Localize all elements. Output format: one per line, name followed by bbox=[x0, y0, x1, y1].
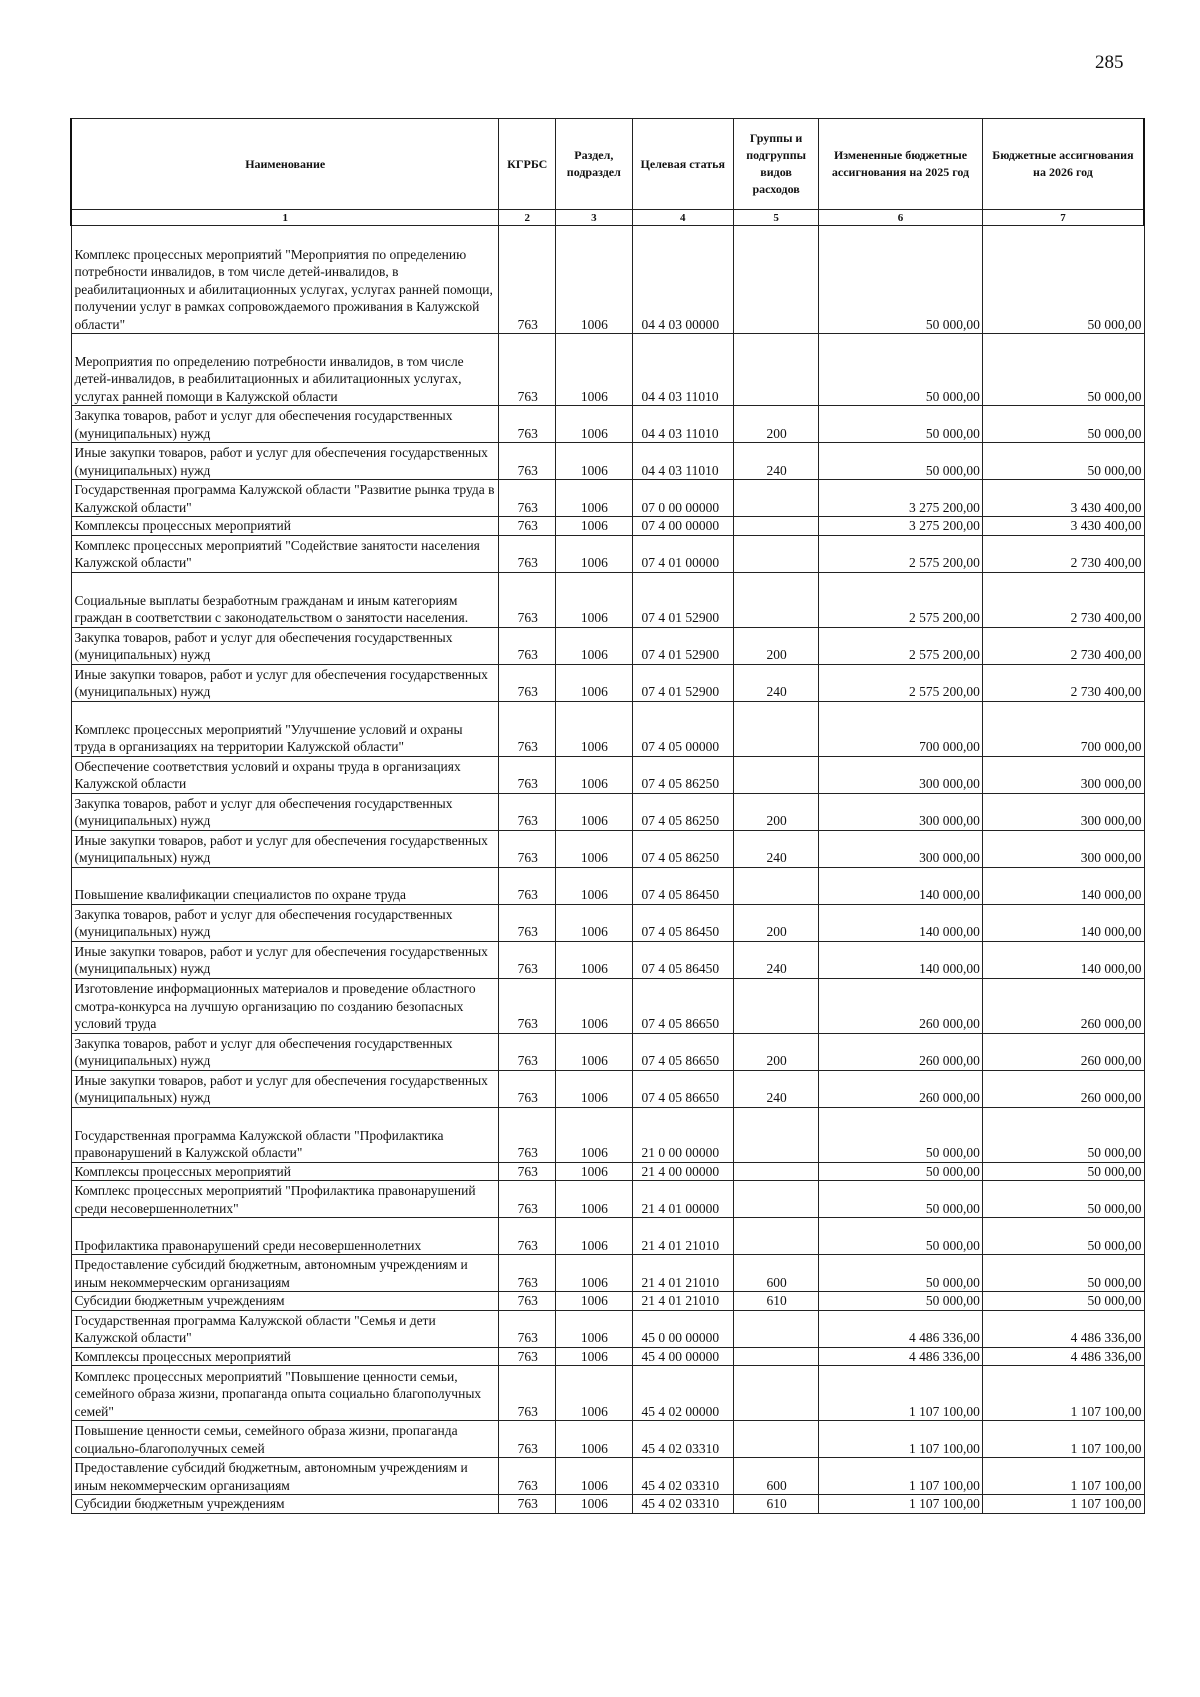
table-cell-section: 1006 bbox=[556, 1458, 632, 1495]
table-cell-amount-2025: 50 000,00 bbox=[819, 1218, 983, 1255]
table-row bbox=[71, 1458, 1144, 1495]
header-kgrbs: КГРБС bbox=[499, 119, 556, 210]
table-row bbox=[71, 443, 1144, 480]
table-cell-amount-2026: 140 000,00 bbox=[982, 941, 1144, 978]
column-number: 1 bbox=[71, 210, 499, 226]
table-cell-target-article: 07 4 05 86650 bbox=[632, 1070, 734, 1107]
table-cell-target-article: 07 4 05 86250 bbox=[632, 793, 734, 830]
table-cell-section: 1006 bbox=[556, 1070, 632, 1107]
table-cell-expense-group: 200 bbox=[734, 406, 819, 443]
table-cell-amount-2026: 3 430 400,00 bbox=[982, 480, 1144, 517]
table-cell-amount-2025: 3 275 200,00 bbox=[819, 517, 983, 536]
table-cell-section: 1006 bbox=[556, 701, 632, 756]
table-cell-kgrbs: 763 bbox=[499, 1347, 556, 1366]
table-cell-target-article: 21 4 01 21010 bbox=[632, 1218, 734, 1255]
table-cell-name: Комплексы процессных мероприятий bbox=[71, 517, 499, 536]
table-row bbox=[71, 1107, 1144, 1162]
table-cell-target-article: 45 4 02 03310 bbox=[632, 1421, 734, 1458]
table-cell-expense-group bbox=[734, 1421, 819, 1458]
table-body bbox=[71, 226, 1144, 1514]
table-cell-amount-2026: 50 000,00 bbox=[982, 1162, 1144, 1181]
table-cell-kgrbs: 763 bbox=[499, 535, 556, 572]
table-cell-amount-2025: 260 000,00 bbox=[819, 1033, 983, 1070]
table-cell-amount-2025: 50 000,00 bbox=[819, 1162, 983, 1181]
table-cell-name: Мероприятия по определению потребности инвалидов, в том числе детей-инвалидов, в реабилитационных и абилитационных услугах, услугах ранней помощи в Калужской области bbox=[71, 334, 499, 406]
table-cell-amount-2026: 3 430 400,00 bbox=[982, 517, 1144, 536]
table-cell-name: Предоставление субсидий бюджетным, автономным учреждениям и иным некоммерческим организациям bbox=[71, 1255, 499, 1292]
table-cell-section: 1006 bbox=[556, 1255, 632, 1292]
table-cell-expense-group: 240 bbox=[734, 941, 819, 978]
table-cell-amount-2026: 50 000,00 bbox=[982, 406, 1144, 443]
table-cell-expense-group bbox=[734, 1218, 819, 1255]
table-cell-amount-2025: 1 107 100,00 bbox=[819, 1495, 983, 1514]
table-cell-expense-group: 200 bbox=[734, 904, 819, 941]
table-row bbox=[71, 1292, 1144, 1311]
table-cell-amount-2025: 50 000,00 bbox=[819, 1107, 983, 1162]
table-row bbox=[71, 226, 1144, 334]
table-cell-expense-group bbox=[734, 1162, 819, 1181]
table-row bbox=[71, 1495, 1144, 1514]
table-row bbox=[71, 517, 1144, 536]
table-cell-amount-2026: 260 000,00 bbox=[982, 1033, 1144, 1070]
table-row bbox=[71, 867, 1144, 904]
table-cell-section: 1006 bbox=[556, 793, 632, 830]
table-cell-amount-2025: 300 000,00 bbox=[819, 830, 983, 867]
table-row bbox=[71, 572, 1144, 627]
table-row bbox=[71, 1162, 1144, 1181]
table-cell-name: Изготовление информационных материалов и проведение областного смотра-конкурса на лучшую организацию по созданию безопасных условий труда bbox=[71, 978, 499, 1033]
column-number: 7 bbox=[982, 210, 1144, 226]
table-cell-section: 1006 bbox=[556, 1347, 632, 1366]
table-header-row bbox=[71, 119, 1144, 210]
table-cell-section: 1006 bbox=[556, 535, 632, 572]
table-cell-amount-2025: 4 486 336,00 bbox=[819, 1347, 983, 1366]
table-cell-target-article: 45 4 02 03310 bbox=[632, 1495, 734, 1514]
table-cell-name: Государственная программа Калужской области "Профилактика правонарушений в Калужской области" bbox=[71, 1107, 499, 1162]
table-row bbox=[71, 480, 1144, 517]
table-row bbox=[71, 334, 1144, 406]
table-cell-section: 1006 bbox=[556, 664, 632, 701]
table-cell-amount-2026: 50 000,00 bbox=[982, 1107, 1144, 1162]
table-cell-name: Иные закупки товаров, работ и услуг для обеспечения государственных (муниципальных) нужд bbox=[71, 443, 499, 480]
table-cell-name: Субсидии бюджетным учреждениям bbox=[71, 1495, 499, 1514]
table-cell-expense-group: 200 bbox=[734, 793, 819, 830]
table-cell-target-article: 07 4 05 86450 bbox=[632, 941, 734, 978]
table-cell-amount-2025: 2 575 200,00 bbox=[819, 535, 983, 572]
table-row bbox=[71, 701, 1144, 756]
table-cell-kgrbs: 763 bbox=[499, 1292, 556, 1311]
table-cell-section: 1006 bbox=[556, 1181, 632, 1218]
table-cell-kgrbs: 763 bbox=[499, 1162, 556, 1181]
table-cell-amount-2025: 50 000,00 bbox=[819, 443, 983, 480]
table-row bbox=[71, 1070, 1144, 1107]
header-2026: Бюджетные ассигнования на 2026 год bbox=[982, 119, 1144, 210]
table-cell-name: Иные закупки товаров, работ и услуг для обеспечения государственных (муниципальных) нужд bbox=[71, 941, 499, 978]
table-cell-name: Иные закупки товаров, работ и услуг для обеспечения государственных (муниципальных) нужд bbox=[71, 1070, 499, 1107]
table-cell-name: Закупка товаров, работ и услуг для обеспечения государственных (муниципальных) нужд bbox=[71, 793, 499, 830]
table-cell-expense-group bbox=[734, 978, 819, 1033]
table-cell-target-article: 04 4 03 11010 bbox=[632, 443, 734, 480]
table-cell-kgrbs: 763 bbox=[499, 793, 556, 830]
table-cell-kgrbs: 763 bbox=[499, 406, 556, 443]
table-row bbox=[71, 627, 1144, 664]
table-cell-section: 1006 bbox=[556, 1366, 632, 1421]
table-cell-kgrbs: 763 bbox=[499, 1310, 556, 1347]
budget-table bbox=[70, 118, 1145, 1514]
table-cell-kgrbs: 763 bbox=[499, 1255, 556, 1292]
table-cell-name: Закупка товаров, работ и услуг для обеспечения государственных (муниципальных) нужд bbox=[71, 1033, 499, 1070]
table-cell-amount-2025: 2 575 200,00 bbox=[819, 664, 983, 701]
table-cell-amount-2026: 50 000,00 bbox=[982, 1181, 1144, 1218]
table-cell-section: 1006 bbox=[556, 406, 632, 443]
table-cell-kgrbs: 763 bbox=[499, 978, 556, 1033]
table-cell-amount-2025: 140 000,00 bbox=[819, 904, 983, 941]
table-cell-amount-2025: 2 575 200,00 bbox=[819, 627, 983, 664]
table-cell-expense-group: 240 bbox=[734, 830, 819, 867]
table-cell-amount-2026: 1 107 100,00 bbox=[982, 1458, 1144, 1495]
table-cell-section: 1006 bbox=[556, 572, 632, 627]
table-cell-kgrbs: 763 bbox=[499, 627, 556, 664]
table-cell-amount-2026: 1 107 100,00 bbox=[982, 1366, 1144, 1421]
table-cell-target-article: 45 4 02 03310 bbox=[632, 1458, 734, 1495]
table-cell-name: Комплекс процессных мероприятий "Профилактика правонарушений среди несовершеннолетних" bbox=[71, 1181, 499, 1218]
table-cell-amount-2026: 2 730 400,00 bbox=[982, 627, 1144, 664]
table-cell-section: 1006 bbox=[556, 226, 632, 334]
table-cell-expense-group bbox=[734, 1366, 819, 1421]
table-cell-name: Комплекс процессных мероприятий "Улучшение условий и охраны труда в организациях на территории Калужской области" bbox=[71, 701, 499, 756]
table-cell-expense-group: 240 bbox=[734, 443, 819, 480]
table-cell-kgrbs: 763 bbox=[499, 867, 556, 904]
table-cell-expense-group bbox=[734, 1107, 819, 1162]
table-cell-amount-2026: 50 000,00 bbox=[982, 1218, 1144, 1255]
table-cell-kgrbs: 763 bbox=[499, 1495, 556, 1514]
table-cell-name: Комплексы процессных мероприятий bbox=[71, 1162, 499, 1181]
table-cell-expense-group bbox=[734, 517, 819, 536]
table-cell-expense-group: 600 bbox=[734, 1255, 819, 1292]
table-cell-amount-2025: 700 000,00 bbox=[819, 701, 983, 756]
table-cell-expense-group bbox=[734, 1181, 819, 1218]
table-cell-kgrbs: 763 bbox=[499, 756, 556, 793]
header-target: Целевая статья bbox=[632, 119, 734, 210]
table-cell-target-article: 04 4 03 11010 bbox=[632, 406, 734, 443]
table-cell-name: Комплексы процессных мероприятий bbox=[71, 1347, 499, 1366]
table-cell-target-article: 45 4 00 00000 bbox=[632, 1347, 734, 1366]
table-row bbox=[71, 406, 1144, 443]
table-cell-amount-2026: 50 000,00 bbox=[982, 1292, 1144, 1311]
table-cell-section: 1006 bbox=[556, 1292, 632, 1311]
table-cell-amount-2026: 260 000,00 bbox=[982, 978, 1144, 1033]
table-cell-section: 1006 bbox=[556, 627, 632, 664]
table-cell-section: 1006 bbox=[556, 517, 632, 536]
table-cell-amount-2026: 4 486 336,00 bbox=[982, 1347, 1144, 1366]
table-row bbox=[71, 664, 1144, 701]
table-cell-kgrbs: 763 bbox=[499, 1181, 556, 1218]
table-cell-amount-2025: 50 000,00 bbox=[819, 226, 983, 334]
table-cell-name: Обеспечение соответствия условий и охраны труда в организациях Калужской области bbox=[71, 756, 499, 793]
table-cell-amount-2025: 3 275 200,00 bbox=[819, 480, 983, 517]
table-cell-amount-2025: 1 107 100,00 bbox=[819, 1458, 983, 1495]
table-cell-target-article: 07 4 01 00000 bbox=[632, 535, 734, 572]
table-cell-amount-2025: 50 000,00 bbox=[819, 1181, 983, 1218]
table-row bbox=[71, 941, 1144, 978]
table-cell-kgrbs: 763 bbox=[499, 572, 556, 627]
table-cell-target-article: 07 4 05 86450 bbox=[632, 904, 734, 941]
table-cell-target-article: 21 0 00 00000 bbox=[632, 1107, 734, 1162]
table-cell-target-article: 04 4 03 00000 bbox=[632, 226, 734, 334]
table-cell-expense-group bbox=[734, 480, 819, 517]
table-cell-amount-2025: 1 107 100,00 bbox=[819, 1366, 983, 1421]
table-row bbox=[71, 756, 1144, 793]
table-cell-target-article: 07 4 01 52900 bbox=[632, 627, 734, 664]
table-cell-amount-2025: 140 000,00 bbox=[819, 867, 983, 904]
header-section: Раздел, подраздел bbox=[556, 119, 632, 210]
table-cell-expense-group bbox=[734, 226, 819, 334]
table-cell-amount-2026: 2 730 400,00 bbox=[982, 664, 1144, 701]
table-cell-kgrbs: 763 bbox=[499, 1421, 556, 1458]
table-cell-name: Комплекс процессных мероприятий "Содействие занятости населения Калужской области" bbox=[71, 535, 499, 572]
table-cell-amount-2026: 700 000,00 bbox=[982, 701, 1144, 756]
table-row bbox=[71, 1366, 1144, 1421]
column-number: 2 bbox=[499, 210, 556, 226]
table-cell-kgrbs: 763 bbox=[499, 480, 556, 517]
table-cell-name: Закупка товаров, работ и услуг для обеспечения государственных (муниципальных) нужд bbox=[71, 904, 499, 941]
table-cell-target-article: 07 4 00 00000 bbox=[632, 517, 734, 536]
table-cell-section: 1006 bbox=[556, 1495, 632, 1514]
header-2025: Измененные бюджетные ассигнования на 2025 год bbox=[819, 119, 983, 210]
table-cell-kgrbs: 763 bbox=[499, 1218, 556, 1255]
table-cell-kgrbs: 763 bbox=[499, 1107, 556, 1162]
table-cell-expense-group: 600 bbox=[734, 1458, 819, 1495]
table-cell-section: 1006 bbox=[556, 941, 632, 978]
table-cell-target-article: 07 4 05 86450 bbox=[632, 867, 734, 904]
table-cell-section: 1006 bbox=[556, 1218, 632, 1255]
table-row bbox=[71, 904, 1144, 941]
table-cell-name: Повышение квалификации специалистов по охране труда bbox=[71, 867, 499, 904]
table-cell-section: 1006 bbox=[556, 904, 632, 941]
table-cell-target-article: 21 4 01 21010 bbox=[632, 1255, 734, 1292]
table-cell-amount-2026: 2 730 400,00 bbox=[982, 572, 1144, 627]
table-cell-amount-2026: 140 000,00 bbox=[982, 904, 1144, 941]
table-cell-target-article: 45 0 00 00000 bbox=[632, 1310, 734, 1347]
table-cell-expense-group bbox=[734, 1310, 819, 1347]
table-cell-expense-group bbox=[734, 756, 819, 793]
table-cell-name: Профилактика правонарушений среди несовершеннолетних bbox=[71, 1218, 499, 1255]
table-cell-amount-2025: 50 000,00 bbox=[819, 334, 983, 406]
table-cell-name: Комплекс процессных мероприятий "Повышение ценности семьи, семейного образа жизни, пропаганда опыта социально благополучных семей" bbox=[71, 1366, 499, 1421]
column-number-row bbox=[71, 210, 1144, 226]
table-cell-expense-group bbox=[734, 535, 819, 572]
table-row bbox=[71, 793, 1144, 830]
page-number: 285 bbox=[1095, 52, 1124, 73]
table-cell-section: 1006 bbox=[556, 1421, 632, 1458]
table-cell-expense-group bbox=[734, 572, 819, 627]
table-cell-amount-2026: 140 000,00 bbox=[982, 867, 1144, 904]
table-cell-amount-2025: 260 000,00 bbox=[819, 978, 983, 1033]
table-cell-amount-2026: 4 486 336,00 bbox=[982, 1310, 1144, 1347]
table-cell-target-article: 07 4 05 86250 bbox=[632, 756, 734, 793]
table-row bbox=[71, 1218, 1144, 1255]
table-cell-section: 1006 bbox=[556, 334, 632, 406]
table-cell-target-article: 45 4 02 00000 bbox=[632, 1366, 734, 1421]
column-number: 3 bbox=[556, 210, 632, 226]
table-cell-amount-2025: 260 000,00 bbox=[819, 1070, 983, 1107]
table-cell-target-article: 07 0 00 00000 bbox=[632, 480, 734, 517]
table-cell-amount-2025: 1 107 100,00 bbox=[819, 1421, 983, 1458]
table-cell-amount-2025: 4 486 336,00 bbox=[819, 1310, 983, 1347]
header-name: Наименование bbox=[71, 119, 499, 210]
table-cell-amount-2026: 1 107 100,00 bbox=[982, 1421, 1144, 1458]
table-cell-name: Иные закупки товаров, работ и услуг для обеспечения государственных (муниципальных) нужд bbox=[71, 830, 499, 867]
table-cell-expense-group bbox=[734, 334, 819, 406]
table-cell-target-article: 07 4 05 00000 bbox=[632, 701, 734, 756]
table-cell-amount-2026: 50 000,00 bbox=[982, 226, 1144, 334]
table-cell-expense-group: 240 bbox=[734, 1070, 819, 1107]
table-cell-target-article: 07 4 01 52900 bbox=[632, 572, 734, 627]
table-cell-expense-group bbox=[734, 701, 819, 756]
table-row bbox=[71, 1347, 1144, 1366]
table-cell-name: Закупка товаров, работ и услуг для обеспечения государственных (муниципальных) нужд bbox=[71, 406, 499, 443]
table-row bbox=[71, 1310, 1144, 1347]
table-cell-section: 1006 bbox=[556, 1107, 632, 1162]
table-cell-name: Иные закупки товаров, работ и услуг для обеспечения государственных (муниципальных) нужд bbox=[71, 664, 499, 701]
table-cell-target-article: 04 4 03 11010 bbox=[632, 334, 734, 406]
table-cell-kgrbs: 763 bbox=[499, 226, 556, 334]
table-cell-amount-2026: 300 000,00 bbox=[982, 830, 1144, 867]
table-cell-section: 1006 bbox=[556, 1033, 632, 1070]
table-cell-amount-2026: 50 000,00 bbox=[982, 334, 1144, 406]
table-row bbox=[71, 978, 1144, 1033]
table-cell-name: Закупка товаров, работ и услуг для обеспечения государственных (муниципальных) нужд bbox=[71, 627, 499, 664]
table-cell-kgrbs: 763 bbox=[499, 904, 556, 941]
table-cell-section: 1006 bbox=[556, 480, 632, 517]
table-cell-section: 1006 bbox=[556, 1162, 632, 1181]
column-number: 4 bbox=[632, 210, 734, 226]
table-cell-section: 1006 bbox=[556, 867, 632, 904]
table-cell-amount-2026: 50 000,00 bbox=[982, 1255, 1144, 1292]
table-cell-name: Предоставление субсидий бюджетным, автономным учреждениям и иным некоммерческим организациям bbox=[71, 1458, 499, 1495]
table-row bbox=[71, 1421, 1144, 1458]
table-cell-expense-group bbox=[734, 867, 819, 904]
table-cell-kgrbs: 763 bbox=[499, 1070, 556, 1107]
table-cell-name: Субсидии бюджетным учреждениям bbox=[71, 1292, 499, 1311]
table-cell-amount-2025: 50 000,00 bbox=[819, 1255, 983, 1292]
table-cell-amount-2025: 300 000,00 bbox=[819, 756, 983, 793]
table-cell-kgrbs: 763 bbox=[499, 830, 556, 867]
table-cell-kgrbs: 763 bbox=[499, 664, 556, 701]
table-cell-expense-group bbox=[734, 1347, 819, 1366]
table-row bbox=[71, 1181, 1144, 1218]
table-cell-name: Повышение ценности семьи, семейного образа жизни, пропаганда социально-благополучных семей bbox=[71, 1421, 499, 1458]
table-row bbox=[71, 535, 1144, 572]
table-cell-section: 1006 bbox=[556, 830, 632, 867]
table-cell-name: Государственная программа Калужской области "Развитие рынка труда в Калужской области" bbox=[71, 480, 499, 517]
table-row bbox=[71, 830, 1144, 867]
table-cell-target-article: 07 4 05 86650 bbox=[632, 978, 734, 1033]
table-cell-amount-2026: 2 730 400,00 bbox=[982, 535, 1144, 572]
table-cell-kgrbs: 763 bbox=[499, 941, 556, 978]
table-cell-kgrbs: 763 bbox=[499, 1458, 556, 1495]
table-row bbox=[71, 1033, 1144, 1070]
table-cell-expense-group: 200 bbox=[734, 1033, 819, 1070]
table-cell-expense-group: 610 bbox=[734, 1292, 819, 1311]
table-cell-section: 1006 bbox=[556, 443, 632, 480]
table-cell-amount-2025: 50 000,00 bbox=[819, 406, 983, 443]
table-cell-name: Комплекс процессных мероприятий "Мероприятия по определению потребности инвалидов, в том числе детей-инвалидов, в реабилитационных и абилитационных услугах, услугах ранней помощи, получении услуг в рамках сопровождаемого проживания в Калужской области" bbox=[71, 226, 499, 334]
table-cell-amount-2025: 300 000,00 bbox=[819, 793, 983, 830]
table-cell-amount-2026: 50 000,00 bbox=[982, 443, 1144, 480]
column-number: 5 bbox=[734, 210, 819, 226]
table-cell-name: Государственная программа Калужской области "Семья и дети Калужской области" bbox=[71, 1310, 499, 1347]
table-cell-amount-2026: 260 000,00 bbox=[982, 1070, 1144, 1107]
table-cell-kgrbs: 763 bbox=[499, 701, 556, 756]
table-cell-kgrbs: 763 bbox=[499, 1366, 556, 1421]
table-cell-amount-2026: 300 000,00 bbox=[982, 793, 1144, 830]
table-cell-amount-2025: 140 000,00 bbox=[819, 941, 983, 978]
table-cell-target-article: 07 4 01 52900 bbox=[632, 664, 734, 701]
table-cell-section: 1006 bbox=[556, 756, 632, 793]
table-cell-section: 1006 bbox=[556, 1310, 632, 1347]
header-group: Группы и подгруппы видов расходов bbox=[734, 119, 819, 210]
table-cell-amount-2026: 300 000,00 bbox=[982, 756, 1144, 793]
table-cell-amount-2026: 1 107 100,00 bbox=[982, 1495, 1144, 1514]
table-cell-expense-group: 240 bbox=[734, 664, 819, 701]
table-cell-target-article: 07 4 05 86250 bbox=[632, 830, 734, 867]
table-cell-target-article: 21 4 00 00000 bbox=[632, 1162, 734, 1181]
table-cell-kgrbs: 763 bbox=[499, 517, 556, 536]
table-cell-kgrbs: 763 bbox=[499, 334, 556, 406]
table-cell-name: Социальные выплаты безработным гражданам и иным категориям граждан в соответствии с законодательством о занятости населения. bbox=[71, 572, 499, 627]
table-cell-kgrbs: 763 bbox=[499, 1033, 556, 1070]
table-cell-expense-group: 200 bbox=[734, 627, 819, 664]
table-cell-section: 1006 bbox=[556, 978, 632, 1033]
table-cell-kgrbs: 763 bbox=[499, 443, 556, 480]
table-cell-amount-2025: 2 575 200,00 bbox=[819, 572, 983, 627]
column-number: 6 bbox=[819, 210, 983, 226]
table-cell-expense-group: 610 bbox=[734, 1495, 819, 1514]
table-row bbox=[71, 1255, 1144, 1292]
table-cell-amount-2025: 50 000,00 bbox=[819, 1292, 983, 1311]
table-cell-target-article: 21 4 01 00000 bbox=[632, 1181, 734, 1218]
table-cell-target-article: 21 4 01 21010 bbox=[632, 1292, 734, 1311]
table-cell-target-article: 07 4 05 86650 bbox=[632, 1033, 734, 1070]
